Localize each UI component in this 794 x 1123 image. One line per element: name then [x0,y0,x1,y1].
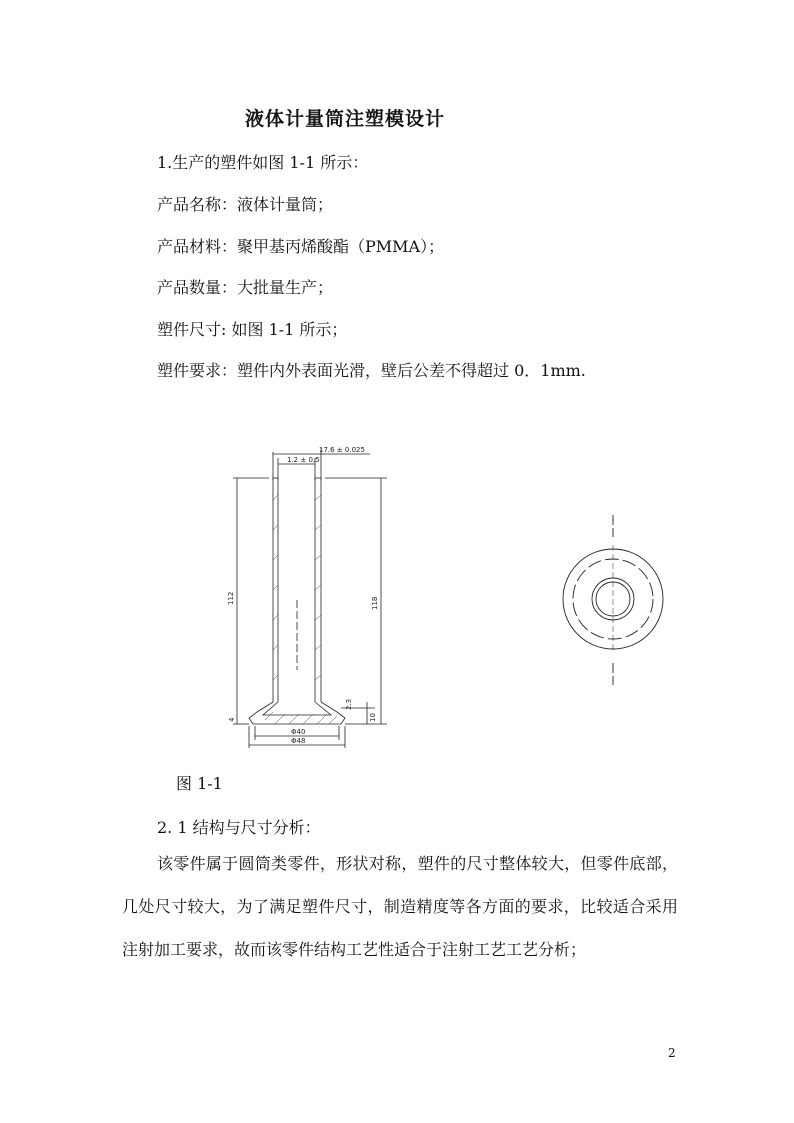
page-number: 2 [668,1046,676,1060]
cylinder-top-view-drawing [556,515,671,685]
text-line-part-size: 塑件尺寸: 如图 1-1 所示； [157,320,348,339]
text-line-part-requirement: 塑件要求：塑件内外表面光滑，壁后公差不得超过 0．1mm. [157,361,586,380]
text-line-product-name: 产品名称：液体计量筒； [157,195,334,214]
text-line-1: 1.生产的塑件如图 1-1 所示： [157,153,369,172]
dim-d40-label: Φ40 [291,728,306,736]
text-line-product-material: 产品材料：聚甲基丙烯酸酯（PMMA）； [157,237,445,256]
section-heading: 2. 1 结构与尺寸分析： [157,818,321,837]
dim-base-left-label: 4 [228,717,236,722]
cylinder-section-drawing [225,440,425,750]
dim-wall-label: 1.2 ± 0.5 [287,456,320,464]
dim-base-r1-label: 2.3 [345,698,353,710]
dim-left-height-label: 112 [227,591,235,605]
dim-base-r2-label: 10 [369,713,377,722]
dim-d48-label: Φ48 [291,737,306,745]
document-title: 液体计量筒注塑模设计 [245,108,446,130]
dim-top-label: 17.6 ± 0.025 [319,446,365,454]
text-line-product-quantity: 产品数量：大批量生产； [157,278,334,297]
dim-right-height-label: 118 [371,596,379,610]
body-paragraph: 该零件属于圆筒类零件，形状对称，塑件的尺寸整体较大，但零件底部，几处尺寸较大，为了满足塑件尺寸，制造精度等各方面的要求，比较适合采用注射加工要求，故而该零件结构工艺性适合于注射工艺工艺分析； [122,854,678,959]
figure-caption: 图 1-1 [176,774,223,793]
